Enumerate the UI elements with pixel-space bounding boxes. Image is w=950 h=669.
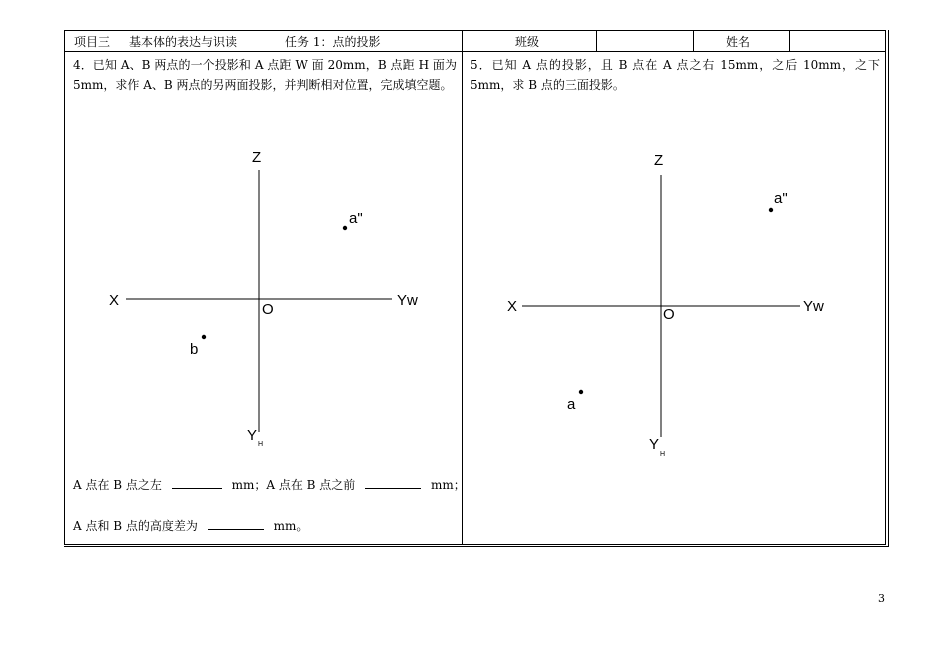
header-project: 项目三: [74, 35, 111, 49]
problem5-yh-subscript: H: [660, 451, 666, 458]
problem4-fill-line-2: [73, 518, 308, 533]
problem4-fill1-b-text: A 点在 B 点之前: [266, 478, 356, 492]
problem5-origin-label: O: [663, 306, 675, 323]
header-name-value[interactable]: [793, 35, 883, 49]
problem5-point-a-double-prime: [769, 208, 773, 212]
problem5-yh-label: Y: [649, 436, 660, 453]
column-divider: [462, 30, 463, 545]
problem4-blank-left-distance[interactable]: [172, 477, 222, 489]
problem4-point-b: [202, 335, 206, 339]
header-class-label: 班级: [515, 35, 540, 49]
problem4-x-label: X: [109, 292, 120, 309]
header-row-divider: [64, 51, 886, 52]
problem5-yw-label: Yw: [803, 298, 824, 315]
problem4-fill1-b-unit: mm；: [430, 478, 466, 492]
header-task: 任务 1：点的投影: [285, 35, 381, 49]
problem5-projection-diagram: [500, 145, 840, 465]
table-right-edge: [888, 30, 889, 546]
problem5-z-label: Z: [654, 152, 664, 169]
problem5-statement: 5．已知 A 点的投影，且 B 点在 A 点之右 15mm，之后 10mm，之下 5mm，求 B 点的三面投影。: [470, 58, 880, 92]
header-class-value[interactable]: [600, 35, 690, 49]
problem4-point-a-double-prime-label: a": [349, 210, 363, 227]
problem4-origin-label: O: [262, 301, 274, 318]
problem5-x-label: X: [507, 298, 518, 315]
problem5-point-a-label: a: [567, 396, 576, 413]
problem4-point-a-double-prime: [343, 226, 347, 230]
problem5-point-a-double-prime-label: a": [774, 190, 788, 207]
problem4-z-label: Z: [252, 149, 262, 166]
page-number: 3: [878, 592, 885, 605]
problem4-point-b-label: b: [190, 341, 199, 358]
problem4-projection-diagram: [100, 140, 440, 460]
problem4-statement: 4．已知 A、B 两点的一个投影和 A 点距 W 面 20mm，B 点距 H 面为 5mm，求作 A、B 两点的另两面投影，并判断相对位置，完成填空题。: [73, 58, 457, 92]
problem4-yh-subscript: H: [258, 441, 264, 448]
header-divider-name-label: [693, 30, 694, 51]
header-divider-name-value: [789, 30, 790, 51]
problem4-fill1-a-text: A 点在 B 点之左: [73, 478, 162, 492]
problem4-blank-height-difference[interactable]: [208, 518, 264, 530]
problem4-fill-line-1: [73, 477, 466, 492]
table-bottom-edge: [64, 546, 889, 547]
problem4-fill2-unit: mm。: [273, 519, 309, 533]
problem4-fill1-a-unit: mm；: [231, 478, 267, 492]
problem4-fill2-text: A 点和 B 点的高度差为: [73, 519, 198, 533]
problem5-point-a: [579, 390, 583, 394]
problem4-blank-front-distance[interactable]: [365, 477, 421, 489]
problem4-yh-label: Y: [247, 427, 258, 444]
header-topic: 基本体的表达与识读: [129, 35, 238, 49]
header-divider-class-value: [596, 30, 597, 51]
problem4-yw-label: Yw: [397, 292, 418, 309]
header-name-label: 姓名: [726, 35, 751, 49]
